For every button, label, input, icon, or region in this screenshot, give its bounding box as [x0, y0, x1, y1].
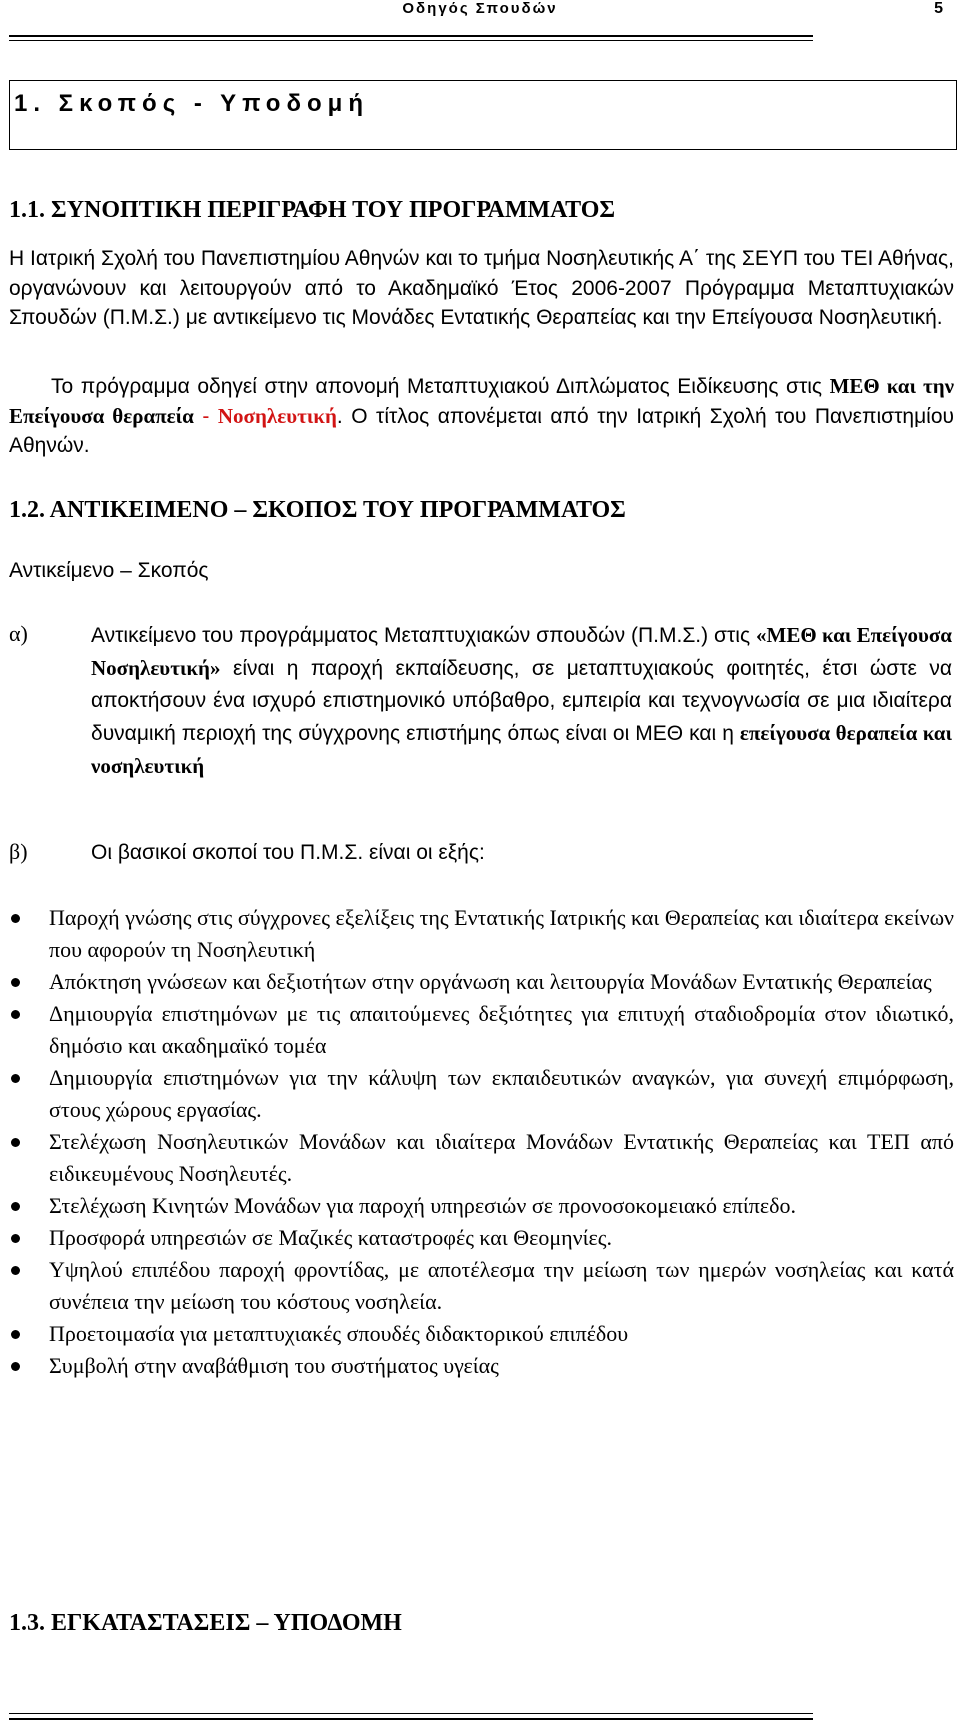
item-b-body: Οι βασικοί σκοποί του Π.Μ.Σ. είναι οι εξής: — [91, 841, 485, 864]
degree-title-bold: ΜΕΘ και την Επείγουσα θεραπεία — [9, 374, 955, 428]
list-item: Προετοιμασία για μεταπτυχιακές σπουδές διδακτορικού επιπέδου — [9, 1318, 954, 1350]
list-item: Στελέχωση Κινητών Μονάδων για παροχή υπηρεσιών σε προνοσοκομειακό επίπεδο. — [9, 1190, 954, 1222]
running-header — [9, 0, 951, 40]
bullet-icon — [11, 914, 20, 923]
bullet-icon — [11, 1010, 20, 1019]
paragraph-degree — [9, 372, 954, 461]
bullet-icon — [11, 1362, 20, 1371]
list-item: Δημιουργία επιστημόνων με τις απαιτούμενες δεξιότητες για επιτυχή σταδιοδρομία στον ιδιωτικό, δημόσιο και ακαδημαϊκό τομέα — [9, 998, 954, 1062]
goals-list — [9, 902, 954, 1382]
degree-dash: - — [193, 404, 218, 428]
bullet-icon — [11, 978, 20, 987]
bullet-icon — [11, 1234, 20, 1243]
list-item: Συμβολή στην αναβάθμιση του συστήματος υγείας — [9, 1350, 954, 1382]
bullet-icon — [11, 1074, 20, 1083]
subheading-object-purpose: Αντικείμενο – Σκοπός — [9, 559, 209, 582]
item-a-label: α) — [9, 621, 28, 646]
list-item: Παροχή γνώσης στις σύγχρονες εξελίξεις της Εντατικής Ιατρικής και Θεραπείας και ιδιαίτερα εκείνων που αφορούν τη Νοσηλευτική — [9, 902, 954, 966]
header-rule-top — [9, 35, 813, 37]
header-rule-bottom — [9, 40, 813, 41]
running-title: Οδηγός Σπουδών — [402, 0, 558, 17]
page-number: 5 — [934, 0, 943, 17]
item-b-label: β) — [9, 839, 28, 864]
list-item: Στελέχωση Νοσηλευτικών Μονάδων και ιδιαίτερα Μονάδων Εντατικής Θεραπείας και ΤΕΠ από ειδικευμένους Νοσηλευτές. — [9, 1126, 954, 1190]
footer-rule-top — [9, 1713, 813, 1714]
item-a-program-bold: «ΜΕΘ και Επείγουσα Νοσηλευτική» — [91, 623, 952, 680]
heading-1-1: 1.1. ΣΥΝΟΠΤΙΚΗ ΠΕΡΙΓΡΑΦΗ ΤΟΥ ΠΡΟΓΡΑΜΜΑΤΟΣ — [9, 197, 616, 223]
bullet-icon — [11, 1330, 20, 1339]
list-item: Δημιουργία επιστημόνων για την κάλυψη των εκπαιδευτικών αναγκών, για συνεχή επιμόρφωση, στους χώρους εργασίας. — [9, 1062, 954, 1126]
heading-1-3: 1.3. ΕΓΚΑΤΑΣΤΑΣΕΙΣ – ΥΠΟΔΟΜΗ — [9, 1610, 402, 1636]
item-a-text-middle: είναι η παροχή εκπαίδευσης, σε μεταπτυχιακούς φοιτητές, έτσι ώστε να αποκτήσουν ένα ισχυρό επιστημονικό υπόβαθρο, εμπειρία και τεχνογνωσία σε μια ιδιαίτερα δυναμική περιοχή της σύγχρονης επιστήμης όπως είναι οι ΜΕΘ και η — [91, 657, 952, 745]
degree-text-end: . Ο τίτλος απονέμεται από την Ιατρική Σχολή του Πανεπιστημίου Αθηνών. — [9, 404, 954, 457]
item-a-body — [91, 619, 952, 783]
footer-rule-bottom — [9, 1718, 813, 1720]
degree-text-start: Το πρόγραμμα οδηγεί στην απονομή Μεταπτυχιακού Διπλώματος Ειδίκευσης στις — [51, 375, 830, 398]
section-title: 1. Σκοπός - Υποδομή — [14, 90, 370, 117]
section-title-box — [9, 80, 957, 150]
bullet-icon — [11, 1266, 20, 1275]
bullet-icon — [11, 1202, 20, 1211]
list-item: Απόκτηση γνώσεων και δεξιοτήτων στην οργάνωση και λειτουργία Μονάδων Εντατικής Θεραπείας — [9, 966, 954, 998]
item-a-emergency-bold: επείγουσα θεραπεία και νοσηλευτική — [91, 721, 953, 778]
list-item: Υψηλού επιπέδου παροχή φροντίδας, με αποτέλεσμα την μείωση των ημερών νοσηλείας και κατά συνέπεια την μείωση του κόστους νοσηλεία. — [9, 1254, 954, 1318]
item-a-text-start: Αντικείμενο του προγράμματος Μεταπτυχιακών σπουδών (Π.Μ.Σ.) στις — [91, 624, 757, 647]
list-item: Προσφορά υπηρεσιών σε Μαζικές καταστροφές και Θεομηνίες. — [9, 1222, 954, 1254]
degree-nursing-bold: Νοσηλευτική — [217, 403, 337, 428]
paragraph-program-description: Η Ιατρική Σχολή του Πανεπιστημίου Αθηνών και το τμήμα Νοσηλευτικής Α΄ της ΣΕΥΠ του ΤΕΙ Αθήνας, οργανώνουν και λειτουργούν από το Ακαδημαϊκό Έτος 2006-2007 Πρόγραμμα Μεταπτυχιακών Σπουδών (Π.Μ.Σ.) με αντικείμενο τις Μονάδες Εντατικής Θεραπείας και την Επείγουσα Νοσηλευτική. — [9, 247, 954, 329]
bullet-icon — [11, 1138, 20, 1147]
heading-1-2: 1.2. ΑΝΤΙΚΕΙΜΕΝΟ – ΣΚΟΠΟΣ ΤΟΥ ΠΡΟΓΡΑΜΜΑΤΟΣ — [9, 497, 626, 523]
